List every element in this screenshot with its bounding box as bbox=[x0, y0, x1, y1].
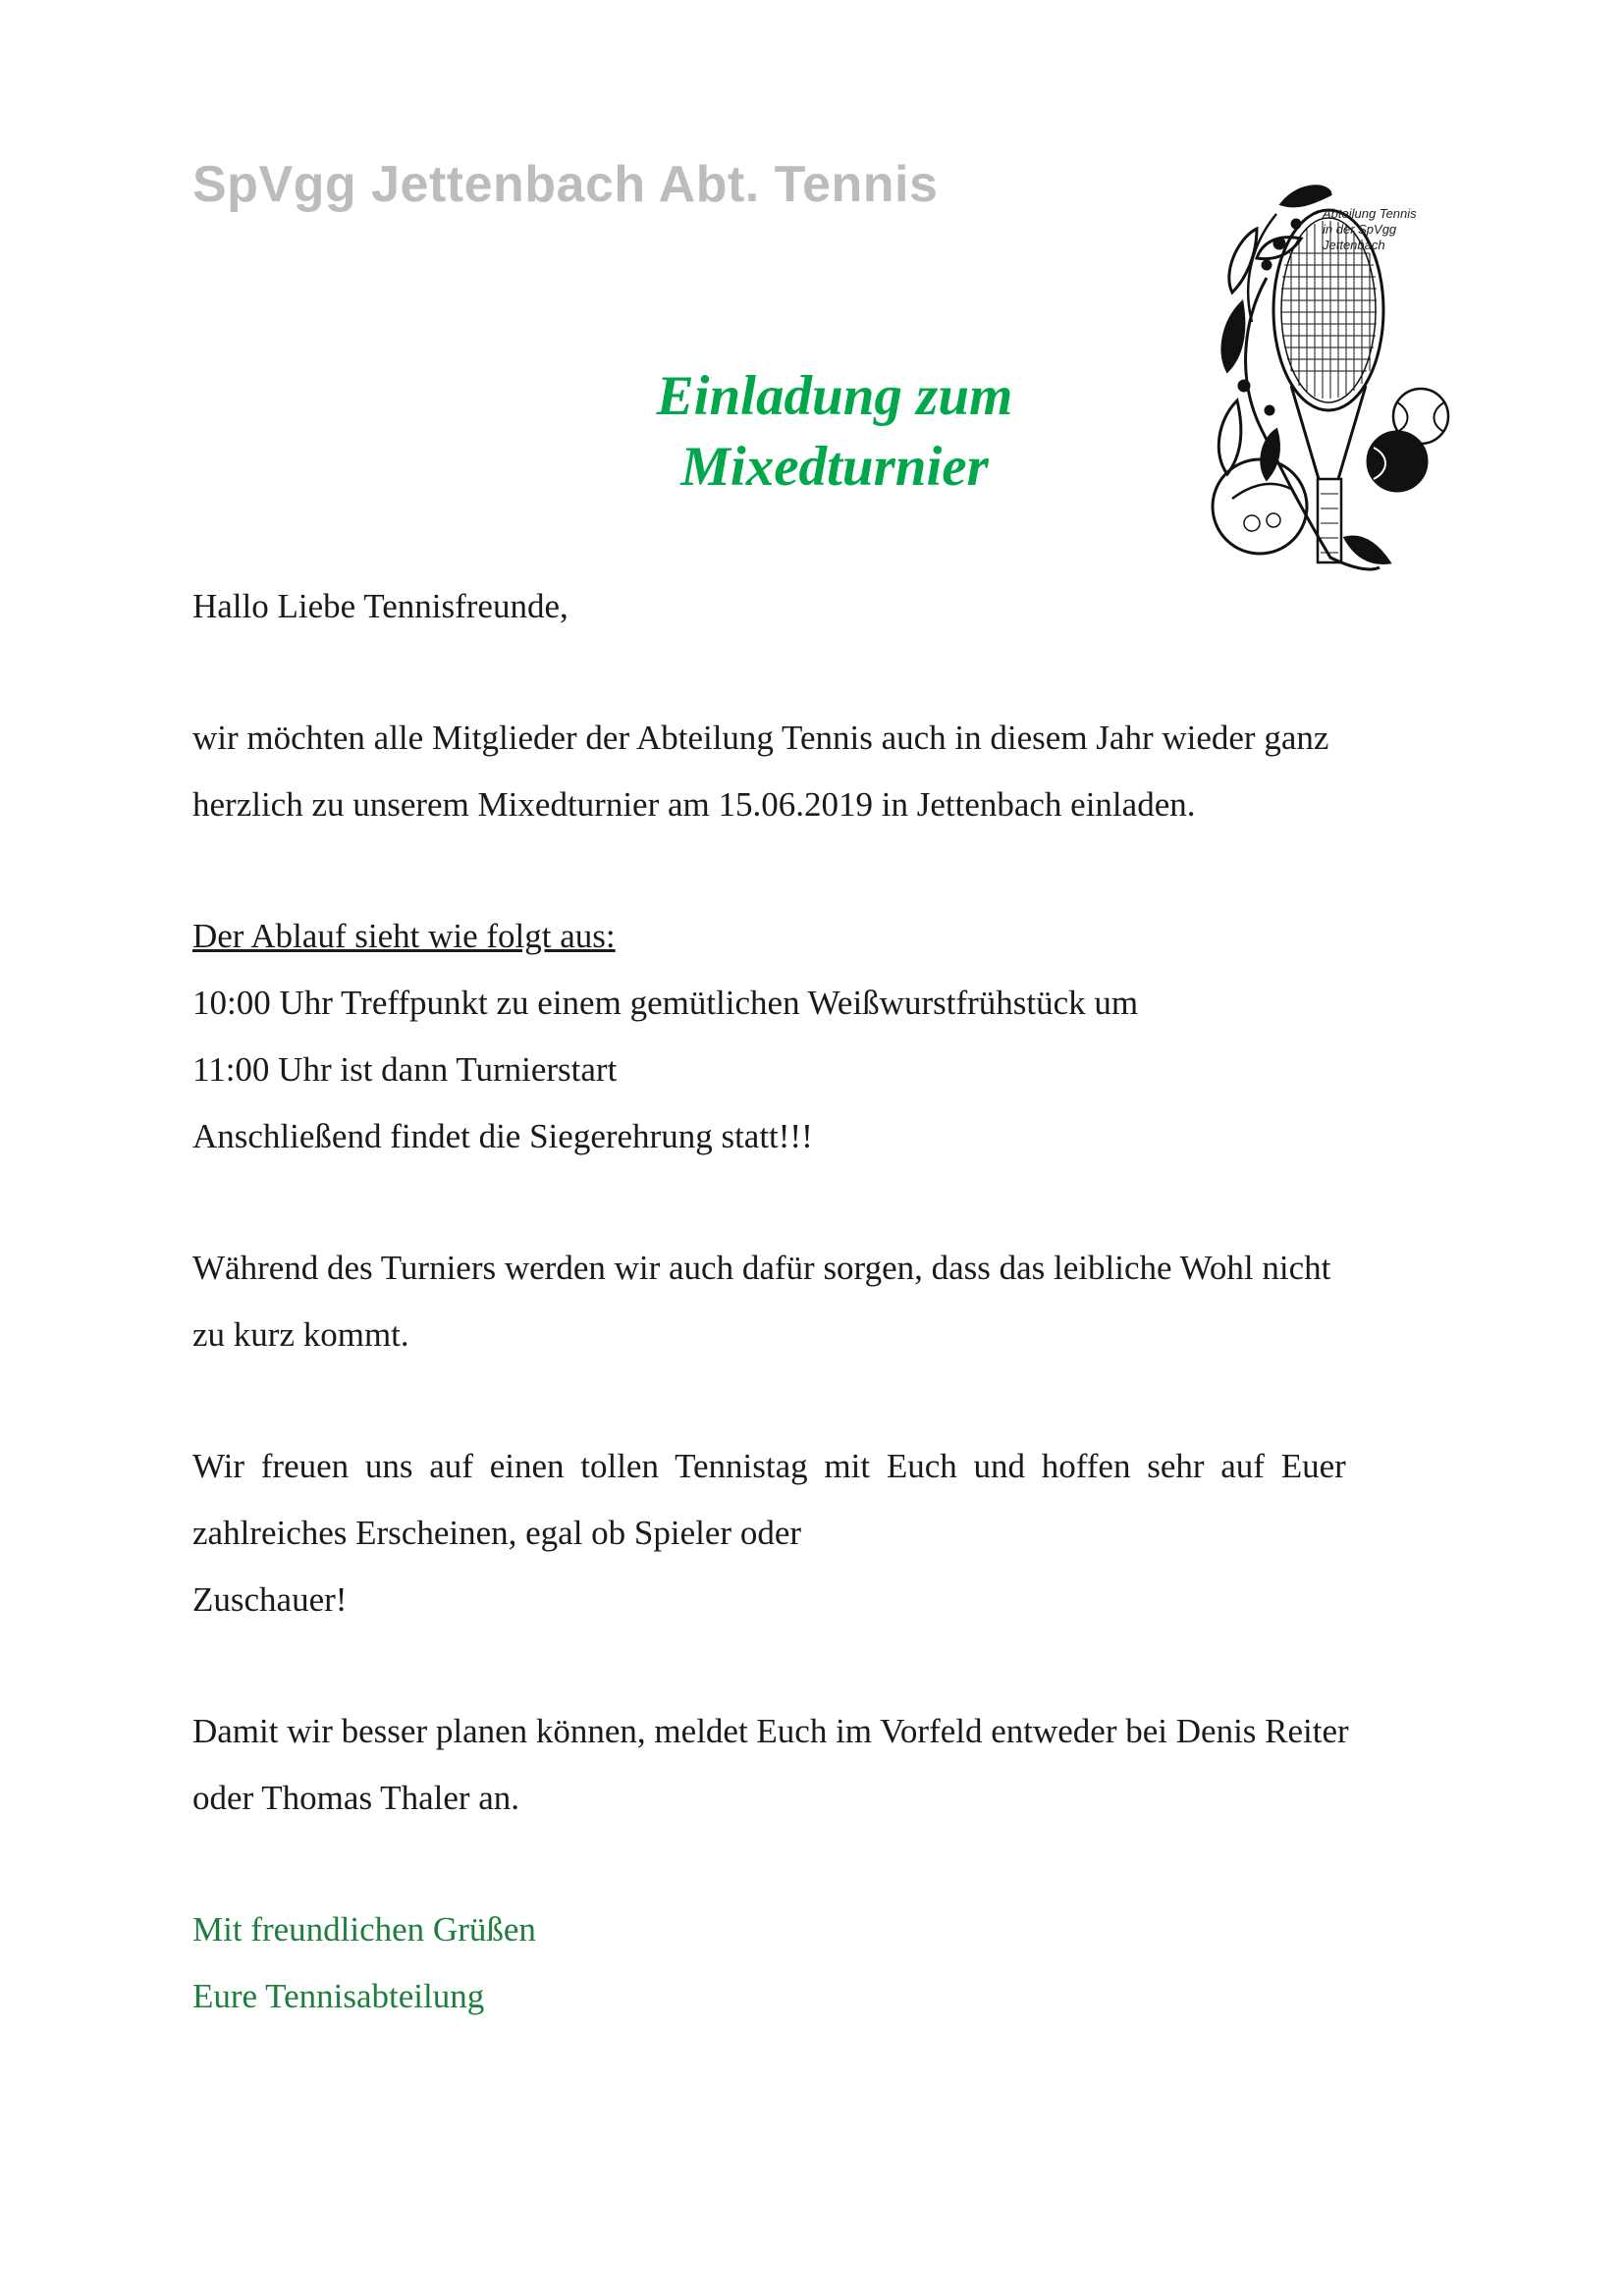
greeting: Hallo Liebe Tennisfreunde, bbox=[192, 587, 568, 625]
club-name-header: SpVgg Jettenbach Abt. Tennis bbox=[192, 156, 939, 213]
invitation-title bbox=[550, 361, 1119, 503]
title-line-1: Einladung zum bbox=[656, 365, 1013, 427]
intro-line-1-text: wir möchten alle Mitglieder der Abteilung Tennis auch in diesem Jahr wieder ganz bbox=[192, 719, 1329, 757]
schedule-heading: Der Ablauf sieht wie folgt aus: bbox=[192, 917, 616, 955]
schedule-item: Anschließend findet die Siegerehrung statt!!! bbox=[192, 1117, 813, 1155]
logo-caption-line: in der SpVgg bbox=[1323, 222, 1397, 237]
catering-line-1: Während des Turniers werden wir auch dafür sorgen, dass das leibliche Wohl nicht bbox=[192, 1249, 1331, 1287]
registration-line-2: oder Thomas Thaler an. bbox=[192, 1779, 520, 1817]
intro-line-1 bbox=[192, 705, 1471, 772]
schedule-item: 10:00 Uhr Treffpunkt zu einem gemütlichen Weißwurstfrühstück um bbox=[192, 984, 1139, 1022]
logo-caption bbox=[1323, 206, 1458, 253]
closing: Mit freundlichen Grüßen bbox=[192, 1910, 536, 1949]
logo-caption-line: Abteilung Tennis bbox=[1323, 206, 1417, 221]
club-logo bbox=[1183, 185, 1458, 572]
logo-caption-line: Jettenbach bbox=[1323, 238, 1385, 252]
signature: Eure Tennisabteilung bbox=[192, 1977, 485, 2015]
registration-line-1: Damit wir besser planen können, meldet Euch im Vorfeld entweder bei Denis Reiter bbox=[192, 1712, 1349, 1750]
invite-line-1: Wir freuen uns auf einen tollen Tennistag mit Euch und hoffen sehr auf Euer bbox=[192, 1447, 1346, 1485]
schedule-item: 11:00 Uhr ist dann Turnierstart bbox=[192, 1050, 618, 1089]
catering-line-2: zu kurz kommt. bbox=[192, 1315, 409, 1354]
intro-line-2: herzlich zu unserem Mixedturnier am 15.06.2019 in Jettenbach einladen. bbox=[192, 785, 1196, 824]
title-line-2: Mixedturnier bbox=[680, 436, 989, 498]
invite-line-2: zahlreiches Erscheinen, egal ob Spieler oder bbox=[192, 1514, 802, 1552]
invite-line-3: Zuschauer! bbox=[192, 1580, 348, 1619]
